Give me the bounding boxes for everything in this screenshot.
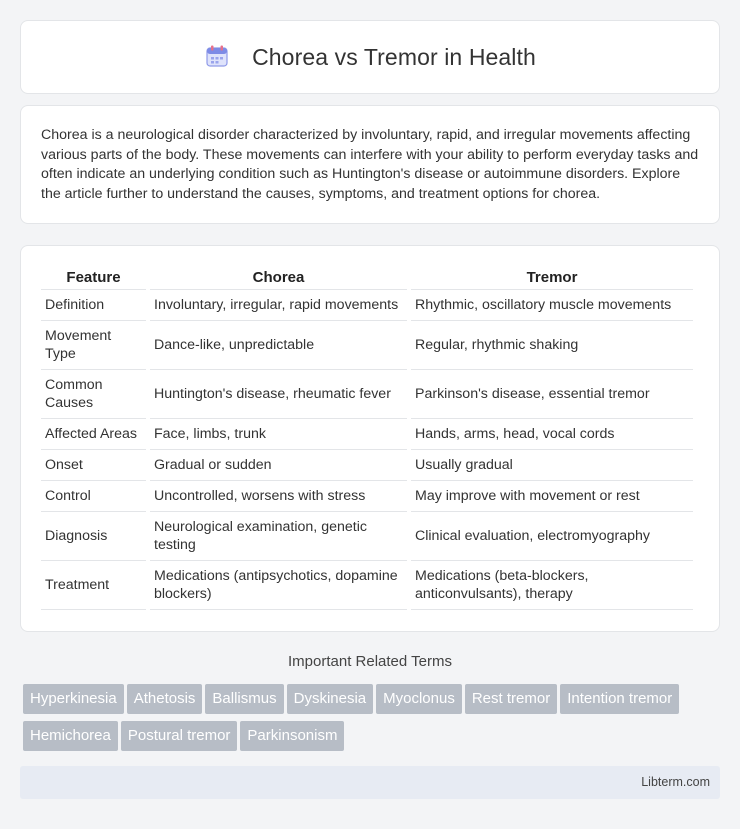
table-row xyxy=(41,481,693,512)
table-row xyxy=(41,290,693,321)
chorea-cell: Huntington's disease, rheumatic fever xyxy=(150,370,407,419)
tag-dyskinesia[interactable]: Dyskinesia xyxy=(287,684,374,714)
feature-cell: Movement Type xyxy=(41,321,146,370)
footer-brand-link[interactable]: Libterm.com xyxy=(641,775,710,789)
chorea-cell: Uncontrolled, worsens with stress xyxy=(150,481,407,512)
feature-cell: Definition xyxy=(41,290,146,321)
chorea-cell: Face, limbs, trunk xyxy=(150,419,407,450)
chorea-cell: Involuntary, irregular, rapid movements xyxy=(150,290,407,321)
column-header-tremor: Tremor xyxy=(411,264,693,290)
tremor-cell: Regular, rhythmic shaking xyxy=(411,321,693,370)
feature-cell: Treatment xyxy=(41,561,146,610)
comparison-table xyxy=(37,264,697,610)
tag-postural-tremor[interactable]: Postural tremor xyxy=(121,721,238,751)
page-title: Chorea vs Tremor in Health xyxy=(252,43,536,70)
tag-athetosis[interactable]: Athetosis xyxy=(127,684,203,714)
tag-hyperkinesia[interactable]: Hyperkinesia xyxy=(23,684,124,714)
chorea-cell: Dance-like, unpredictable xyxy=(150,321,407,370)
tremor-cell: Medications (beta-blockers, anticonvulsants), therapy xyxy=(411,561,693,610)
related-terms-list xyxy=(23,684,723,758)
table-row xyxy=(41,450,693,481)
feature-cell: Control xyxy=(41,481,146,512)
column-header-chorea: Chorea xyxy=(150,264,407,290)
intro-card xyxy=(20,105,720,224)
footer xyxy=(20,766,720,799)
chorea-cell: Neurological examination, genetic testing xyxy=(150,512,407,561)
related-terms-title: Important Related Terms xyxy=(288,653,452,670)
header-card xyxy=(20,20,720,94)
table-row xyxy=(41,512,693,561)
feature-cell: Diagnosis xyxy=(41,512,146,561)
tremor-cell: May improve with movement or rest xyxy=(411,481,693,512)
intro-text: Chorea is a neurological disorder characterized by involuntary, rapid, and irregular movements affecting various parts of the body. These movements can interfere with your ability to perform everyday tasks and often indicate an underlying condition such as Huntington's disease or autoimmune disorders. Explore the article further to understand the causes, symptoms, and treatment options for chorea. xyxy=(41,127,699,202)
comparison-card xyxy=(20,245,720,632)
tag-hemichorea[interactable]: Hemichorea xyxy=(23,721,118,751)
feature-cell: Affected Areas xyxy=(41,419,146,450)
tremor-cell: Parkinson's disease, essential tremor xyxy=(411,370,693,419)
table-header-row xyxy=(41,264,693,290)
table-row xyxy=(41,321,693,370)
chorea-cell: Gradual or sudden xyxy=(150,450,407,481)
feature-cell: Common Causes xyxy=(41,370,146,419)
tag-rest-tremor[interactable]: Rest tremor xyxy=(465,684,557,714)
tremor-cell: Clinical evaluation, electromyography xyxy=(411,512,693,561)
calendar-icon xyxy=(204,43,230,69)
feature-cell: Onset xyxy=(41,450,146,481)
tremor-cell: Hands, arms, head, vocal cords xyxy=(411,419,693,450)
tremor-cell: Rhythmic, oscillatory muscle movements xyxy=(411,290,693,321)
table-row xyxy=(41,370,693,419)
table-row xyxy=(41,419,693,450)
tag-myoclonus[interactable]: Myoclonus xyxy=(376,684,462,714)
tag-intention-tremor[interactable]: Intention tremor xyxy=(560,684,679,714)
tag-parkinsonism[interactable]: Parkinsonism xyxy=(240,721,344,751)
table-row xyxy=(41,561,693,610)
tremor-cell: Usually gradual xyxy=(411,450,693,481)
tag-ballismus[interactable]: Ballismus xyxy=(205,684,283,714)
chorea-cell: Medications (antipsychotics, dopamine blockers) xyxy=(150,561,407,610)
column-header-feature: Feature xyxy=(41,264,146,290)
